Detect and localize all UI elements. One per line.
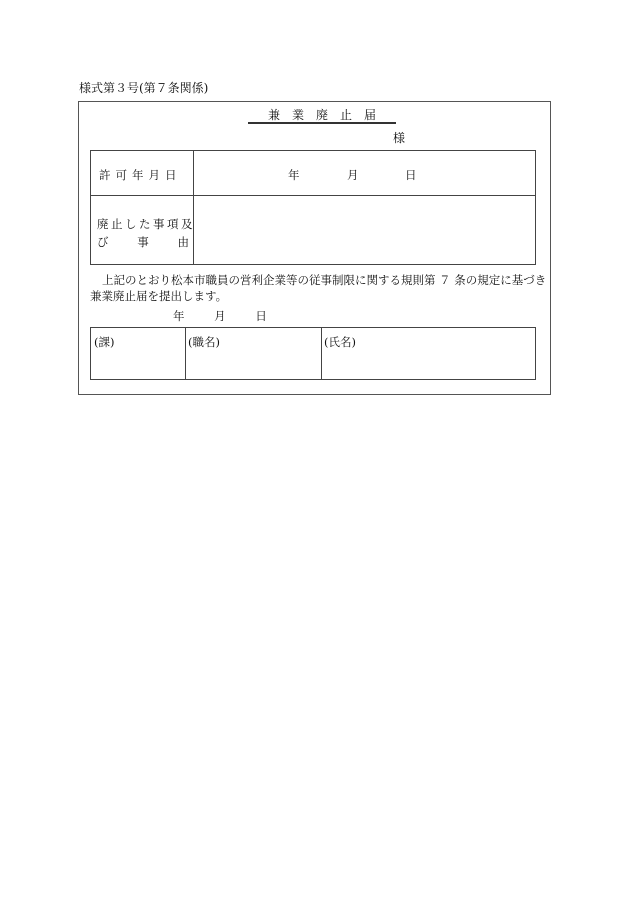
submission-day[interactable]: 日 (255, 309, 267, 323)
signature-table (90, 327, 536, 380)
permit-date-year[interactable]: 年 (288, 168, 300, 182)
reason-label-char: び (97, 235, 109, 249)
permit-reason-table (90, 150, 536, 265)
reason-label-line1: 廃止した事項及 (97, 217, 195, 231)
table-column-divider (193, 151, 194, 264)
signature-divider (185, 328, 186, 379)
submission-year[interactable]: 年 (173, 309, 185, 323)
name-field-label[interactable]: (氏名) (324, 335, 356, 349)
reason-label-char: 事 (137, 235, 149, 249)
signature-divider (321, 328, 322, 379)
submission-date (173, 308, 293, 324)
submission-month[interactable]: 月 (214, 309, 226, 323)
reason-label-char: 由 (177, 235, 189, 249)
statement-line1: 上記のとおり松本市職員の営利企業等の従事制限に関する規則第 ７ 条の規定に基づき (102, 273, 547, 287)
permit-date-day[interactable]: 日 (405, 168, 417, 182)
reason-label-line2 (97, 234, 189, 250)
permit-date-month[interactable]: 月 (347, 168, 359, 182)
permit-date-label: 許可年月日 (99, 168, 182, 182)
statement (90, 272, 560, 304)
section-field-label[interactable]: (課) (94, 335, 115, 349)
table-row-divider (91, 195, 535, 196)
form-number: 様式第３号(第７条関係) (79, 81, 209, 95)
form-title: 兼業廃止届 (248, 108, 396, 124)
job-title-field-label[interactable]: (職名) (188, 335, 220, 349)
addressee-suffix: 様 (393, 131, 406, 145)
statement-line2: 兼業廃止届を提出します。 (90, 289, 228, 303)
